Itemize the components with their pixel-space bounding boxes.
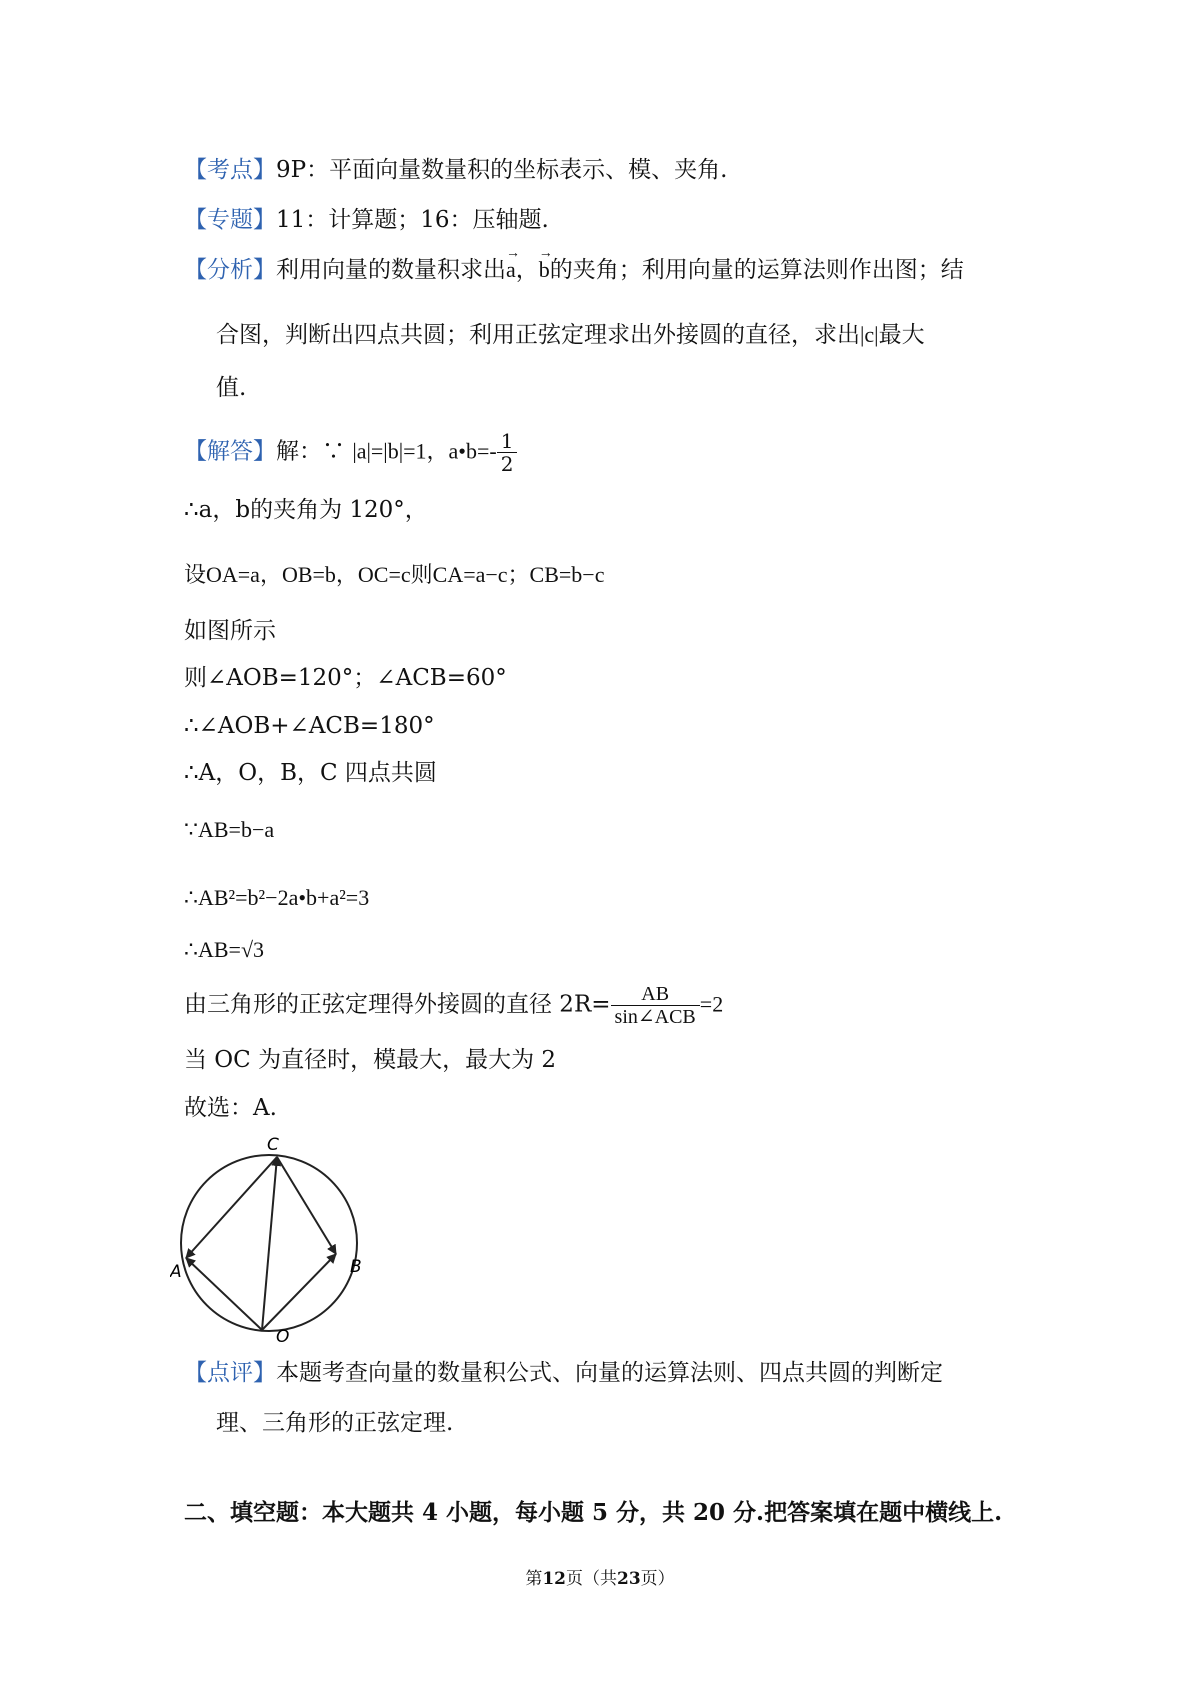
ab-squared-line: ∴AB²=b²−2a•b+a²=3: [184, 885, 370, 910]
zhuanti-tag: 【专题】: [184, 207, 276, 233]
fenxi-text-2b: 最大: [878, 322, 925, 348]
figure-ref-line: 如图所示: [184, 618, 276, 644]
footer-total: 23: [617, 1569, 641, 1589]
kaodian-text: 9P：平面向量数量积的坐标表示、模、夹角.: [276, 157, 728, 183]
label-c: C: [267, 1135, 279, 1155]
ab-vector-line: ∵AB=b−a: [184, 817, 275, 842]
dianping-line-2: [216, 1408, 453, 1438]
sine-fraction: [611, 983, 700, 1028]
vector-ca: [186, 1157, 277, 1258]
footer-suffix: 页）: [640, 1569, 675, 1589]
vector-cb: [277, 1157, 336, 1254]
sine-law-line: [184, 983, 723, 1028]
vector-b: → b: [539, 255, 550, 285]
vector-ob: [262, 1254, 336, 1330]
fenxi-text-3: 值.: [216, 375, 247, 401]
sine-tail: =2: [699, 991, 724, 1017]
fraction-num: 1: [497, 430, 518, 453]
page-footer: [0, 1564, 1200, 1589]
fraction-den: 2: [500, 452, 514, 476]
dot-product: a•b=-: [448, 438, 497, 464]
footer-mid: 页（共: [566, 1569, 617, 1589]
label-o: O: [276, 1327, 290, 1345]
fenxi-line-1: [184, 255, 964, 285]
sine-law-lead: 由三角形的正弦定理得外接圆的直径 2R=: [184, 991, 611, 1018]
vector-oc: [262, 1157, 277, 1330]
dianping-tag: 【点评】: [184, 1360, 276, 1386]
fenxi-tag: 【分析】: [184, 257, 276, 283]
angle-sum-line: ∴∠AOB+∠ACB=180°: [184, 713, 435, 739]
fraction-half: [497, 430, 518, 475]
kaodian-tag: 【考点】: [184, 157, 276, 183]
footer-page: 12: [542, 1569, 566, 1589]
fenxi-line-2: [216, 320, 925, 350]
given-modulus: |a|=|b|=1，: [352, 438, 449, 464]
jieda-tag: 【解答】: [184, 438, 276, 465]
ab-value-line: ∴AB=√3: [184, 937, 265, 962]
fenxi-text-2a: 合图，判断出四点共圆；利用正弦定理求出外接圆的直径，求出: [216, 322, 860, 348]
fenxi-text-1a: 利用向量的数量积求出: [276, 257, 506, 283]
fenxi-line-3: [216, 373, 246, 403]
jieda-lead: 解：∵: [276, 438, 345, 465]
section-2-heading: 二、填空题：本大题共 4 小题，每小题 5 分，共 20 分.把答案填在题中横线上.: [184, 1499, 1003, 1526]
angle-line: ∴a，b的夹角为 120°，: [184, 497, 428, 523]
sine-den: sin∠ACB: [614, 1006, 696, 1028]
sine-num: AB: [611, 983, 700, 1006]
jieda-line: [184, 430, 517, 475]
label-a: A: [170, 1262, 182, 1282]
dianping-line-1: [184, 1358, 943, 1388]
max-line: 当 OC 为直径时，模最大，最大为 2: [184, 1047, 557, 1073]
dianping-text-1: 本题考查向量的数量积公式、向量的运算法则、四点共圆的判断定: [276, 1360, 943, 1386]
zhuanti-text: 11：计算题；16：压轴题.: [276, 207, 549, 233]
modulus-c: |c|: [860, 322, 879, 347]
choose-line: 故选：A.: [184, 1095, 277, 1121]
fenxi-text-1b: 的夹角；利用向量的运算法则作出图；结: [549, 257, 964, 283]
angles-line: 则∠AOB=120°；∠ACB=60°: [184, 665, 507, 691]
dianping-text-2: 理、三角形的正弦定理.: [216, 1410, 454, 1436]
set-vectors-line: 设OA=a，OB=b，OC=c则CA=a−c；CB=b−c: [184, 562, 605, 587]
label-b: B: [350, 1257, 362, 1277]
kaodian-line: [184, 155, 727, 185]
cyclic-quadrilateral-figure: [170, 1130, 380, 1345]
footer-prefix: 第: [525, 1569, 543, 1589]
zhuanti-line: [184, 205, 549, 235]
vector-a: → a: [506, 255, 516, 285]
cyclic-line: ∴A，O，B，C 四点共圆: [184, 760, 437, 786]
fenxi-sep: ，: [515, 257, 539, 283]
